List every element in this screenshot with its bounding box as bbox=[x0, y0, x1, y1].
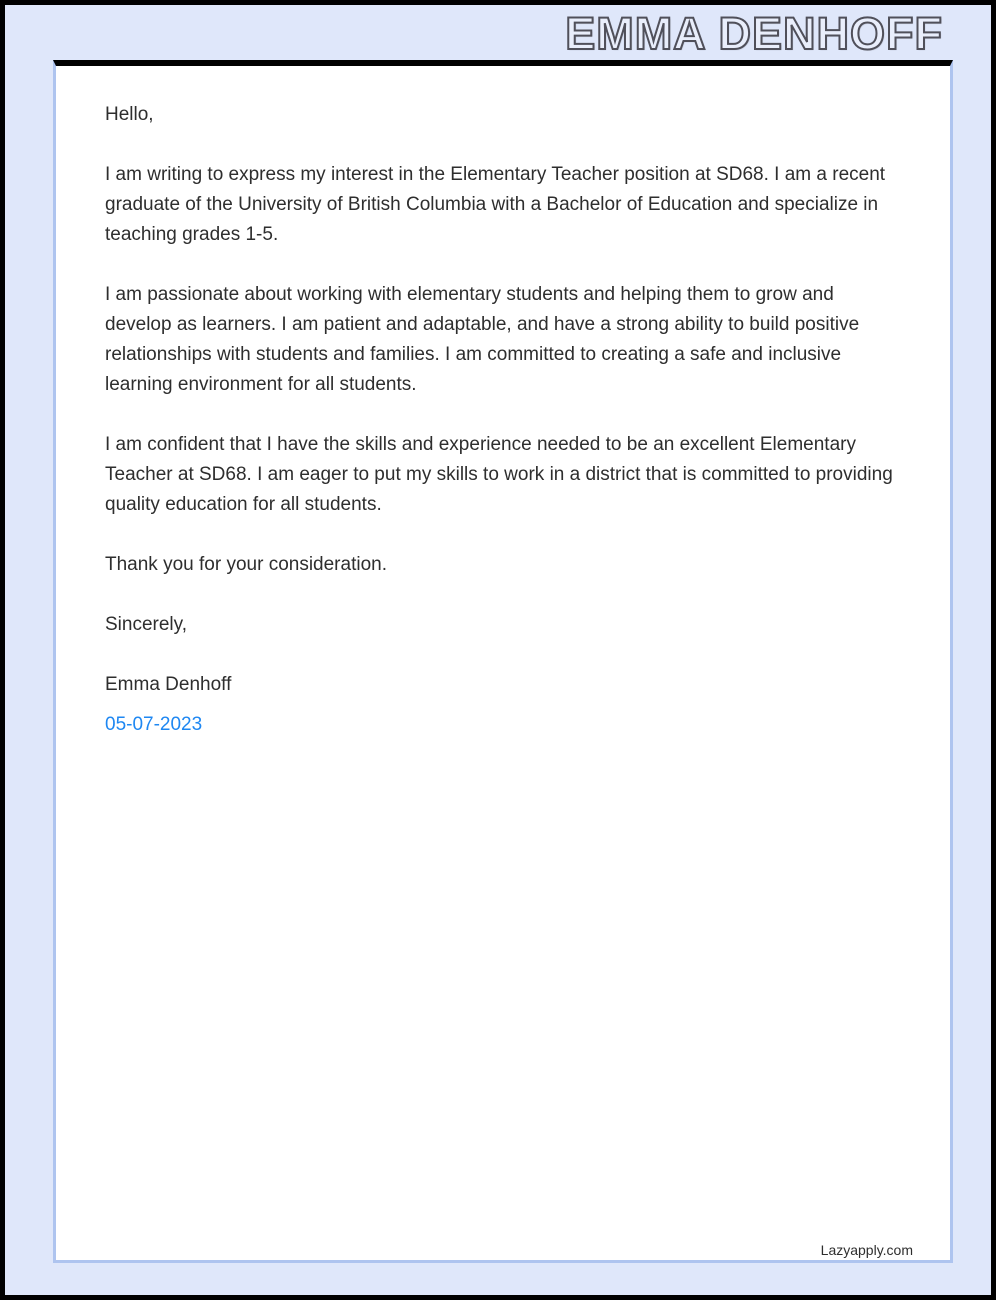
letter-body bbox=[56, 66, 950, 1260]
letter-date-link[interactable]: 05-07-2023 bbox=[105, 714, 203, 735]
letter-closing: Sincerely, bbox=[105, 614, 188, 635]
letter-paragraph-passion: I am passionate about working with elementary students and helping them to grow and develop as learners. I am patient and adaptable, and have a strong ability to build positive relationships with students and families. I am committed to creating a safe and inclusive learning environment for all students. bbox=[105, 284, 860, 395]
letter-paragraph-confidence: I am confident that I have the skills and experience needed to be an excellent Elementary Teacher at SD68. I am eager to put my skills to work in a district that is committed to providing quality education for all students. bbox=[105, 434, 893, 515]
lazyapply-watermark: Lazyapply.com bbox=[820, 1242, 913, 1258]
letter-greeting: Hello, bbox=[105, 104, 154, 125]
letter-panel bbox=[53, 60, 953, 1263]
header-candidate-name: EMMA DENHOFF bbox=[565, 8, 943, 59]
letter-signature-name: Emma Denhoff bbox=[105, 674, 232, 695]
letter-thanks: Thank you for your consideration. bbox=[105, 554, 387, 575]
letter-paragraph-intro: I am writing to express my interest in the Elementary Teacher position at SD68. I am a recent graduate of the University of British Columbia with a Bachelor of Education and specialize in teaching grades 1-5. bbox=[105, 164, 886, 245]
